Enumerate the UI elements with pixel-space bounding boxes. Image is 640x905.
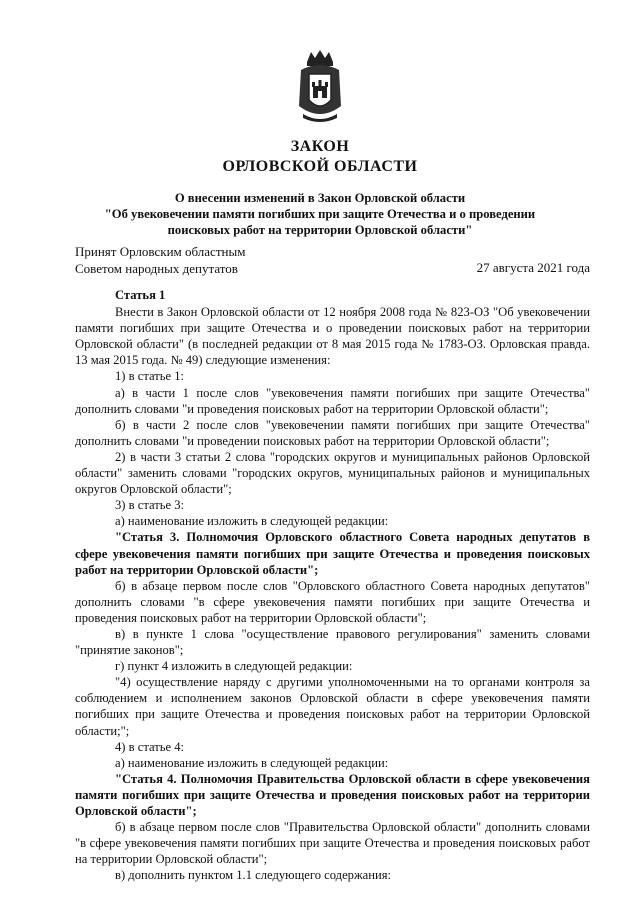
article-body [75, 287, 590, 883]
adoption-date: 27 августа 2021 года [476, 260, 590, 275]
subtitle-line: О внесении изменений в Закон Орловской области [174, 191, 466, 205]
article-paragraph: б) в абзаце первом после слов "Правительства Орловской области" дополнить словами "в сфере увековечения памяти погибших при защите Отечества и проведения поисковых работ на территории Орловской области"; [75, 820, 590, 867]
article-paragraph: 4) в статье 4: [115, 739, 185, 754]
adoption-line: Советом народных депутатов [75, 261, 238, 276]
article-paragraph: в) в пункте 1 слова "осуществление правового регулирования" заменить словами "принятие законов"; [75, 626, 590, 658]
article-paragraph: 1) в статье 1: [115, 369, 185, 384]
article-heading: Статья 1 [115, 288, 166, 302]
article-paragraph: а) наименование изложить в следующей редакции: [115, 755, 389, 770]
subtitle-line: поисковых работ на территории Орловской области" [167, 223, 473, 237]
article-paragraph-bold: "Статья 3. Полномочия Орловского областного Совета народных депутатов в сфере увековечения памяти погибших при защите Отечества и проведения поисковых работ на территории Орловской области"; [75, 530, 590, 577]
document-title: ЗАКОН [290, 138, 350, 155]
article-paragraph: б) в части 2 после слов "увековечении памяти погибших при защите Отечества" дополнить словами "и проведении поисковых работ на территории Орловской области"; [75, 417, 590, 448]
article-paragraph-bold: "Статья 4. Полномочия Правительства Орловской области в сфере увековечения памяти погибших при защите Отечества и проведения поисковых работ на территории Орловской области"; [75, 771, 590, 818]
article-paragraph: г) пункт 4 изложить в следующей редакции: [115, 659, 353, 674]
article-paragraph: Внести в Закон Орловской области от 12 ноября 2008 года № 823-ОЗ "Об увековечении памяти погибших при защите Отечества и о проведении поисковых работ на территории Орловской области" (в последней редакции от 8 мая 2015 года № 1783-ОЗ. Орловская правда. 13 мая 2015 года. № 49) следующие изменения: [75, 305, 590, 368]
article-paragraph: 2) в части 3 статьи 2 слова "городских округов и муниципальных районов Орловской области" заменить словами "городских округов, муниципальных районов и муниципальных округов Орловской области"; [75, 449, 590, 497]
coat-of-arms-icon [297, 48, 343, 126]
article-paragraph: б) в абзаце первом после слов "Орловского областного Совета народных депутатов" дополнить словами "в сфере увековечения памяти погибших при защите Отечества и проведения поисковых работ на территории Орловской области"; [75, 578, 590, 625]
document-title-region: ОРЛОВСКОЙ ОБЛАСТИ [222, 158, 418, 175]
article-paragraph: "4) осуществление наряду с другими уполномоченными на то органами контроля за соблюдением и исполнением законов Орловской области в сфере увековечения памяти погибших при защите Отечества и проведения поисковых работ на территории Орловской области;"; [75, 675, 590, 738]
article-paragraph: 3) в статье 3: [115, 498, 185, 513]
subtitle-line: "Об увековечении памяти погибших при защите Отечества и о проведении [104, 207, 536, 221]
adoption-note [75, 243, 245, 277]
article-paragraph: в) дополнить пунктом 1.1 следующего содержания: [115, 868, 392, 883]
adoption-line: Принят Орловским областным [75, 244, 246, 259]
article-paragraph: а) в части 1 после слов "увековечения памяти погибших при защите Отечества" дополнить словами "и проведения поисковых работ на территории Орловской области"; [75, 385, 590, 416]
document-subtitle [100, 190, 540, 238]
article-paragraph: а) наименование изложить в следующей редакции: [115, 514, 389, 529]
